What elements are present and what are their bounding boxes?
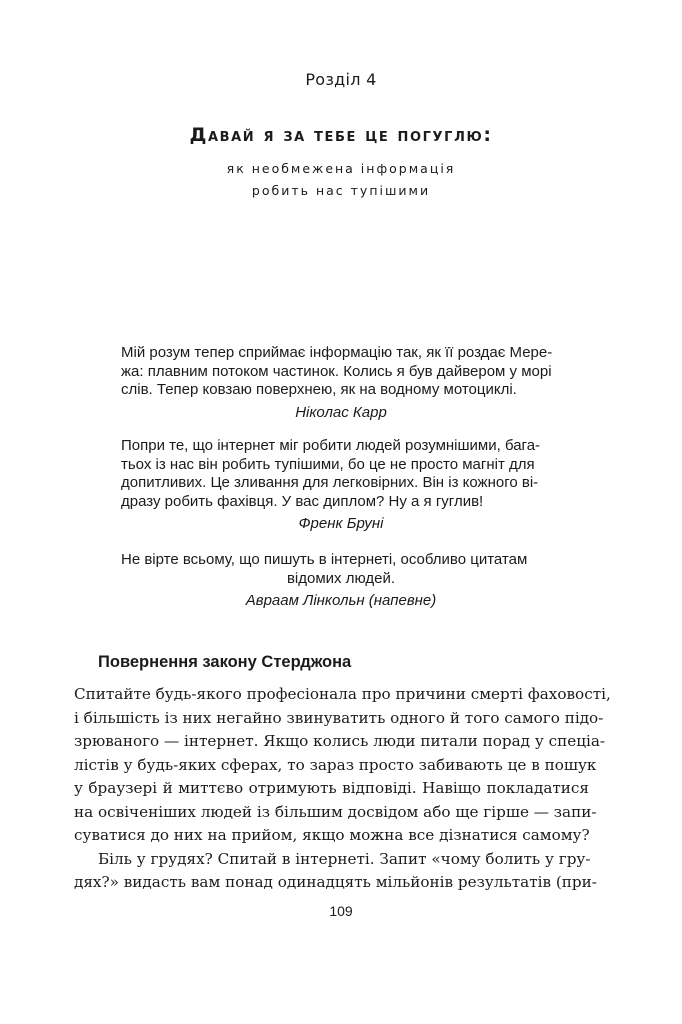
page-number: 109 <box>329 903 353 919</box>
body-line: дях?» видасть вам понад одинадцять мільйонів результатів (при- <box>74 873 597 891</box>
body-line: у браузері й миттєво отримують відповіді. Навіщо покладатися <box>74 779 589 797</box>
epigraph-line: відомих людей. <box>286 569 396 587</box>
body-line: на освіченіших людей із більшим досвідом або ще гірше — запи- <box>74 802 597 821</box>
epigraph <box>121 437 561 534</box>
epigraph <box>121 344 561 422</box>
chapter-label: Розділ 4 <box>305 70 377 89</box>
epigraph-line: Мій розум тепер сприймає інформацію так, як її роздає Мере- <box>121 344 553 361</box>
body-line: зрюваного — інтернет. Якщо колись люди питали порад у спеціа- <box>74 732 606 750</box>
epigraph-line: жа: плавним потоком частинок. Колись я був дайвером у морі <box>121 362 552 380</box>
chapter-subtitle <box>0 158 682 202</box>
body-line: Спитайте будь-якого професіонала про причини смерті фаховості, <box>74 685 611 703</box>
body-line: і більшість із них негайно звинуватить одного й того самого підо- <box>74 708 604 727</box>
epigraph-line: допитливих. Це зливання для легковірних. Він із кожного ві- <box>121 474 539 491</box>
epigraph-quote <box>121 437 561 511</box>
epigraph-line: Не вірте всьому, що пишуть в інтернеті, особливо цитатам <box>121 551 528 568</box>
epigraph-line: тьох із нас він робить тупішими, бо це не просто магніт для <box>121 455 535 473</box>
body-line: лістів у будь-яких сферах, то зараз просто забивають це в пошук <box>74 755 597 774</box>
body-line: суватися до них на прийом, якщо можна все дізнатися самому? <box>74 826 590 844</box>
chapter-subtitle-line: робить нас тупішими <box>251 183 431 198</box>
epigraph <box>121 551 561 611</box>
epigraph-line: дразу робить фахівця. У вас диплом? Ну а я гуглив! <box>121 492 484 510</box>
epigraph-quote <box>121 344 561 400</box>
epigraph-author: Авраам Лінкольн (напевне) <box>245 592 437 609</box>
body-line: Біль у грудях? Спитай в інтернеті. Запит «чому болить у гру- <box>98 849 591 868</box>
epigraph-line: слів. Тепер ковзаю поверхнею, як на водному мотоциклі. <box>121 381 517 398</box>
epigraph-quote <box>121 551 561 588</box>
body-text <box>74 683 611 895</box>
section-heading: Повернення закону Стерджона <box>98 653 352 671</box>
chapter-title: Давай я за тебе це погуглю: <box>189 124 493 146</box>
epigraph-author: Ніколас Карр <box>295 403 387 421</box>
epigraph-line: Попри те, що інтернет міг робити людей розумнішими, бага- <box>121 437 541 454</box>
epigraph-author: Френк Бруні <box>298 515 384 532</box>
chapter-subtitle-line: як необмежена інформація <box>226 161 456 176</box>
